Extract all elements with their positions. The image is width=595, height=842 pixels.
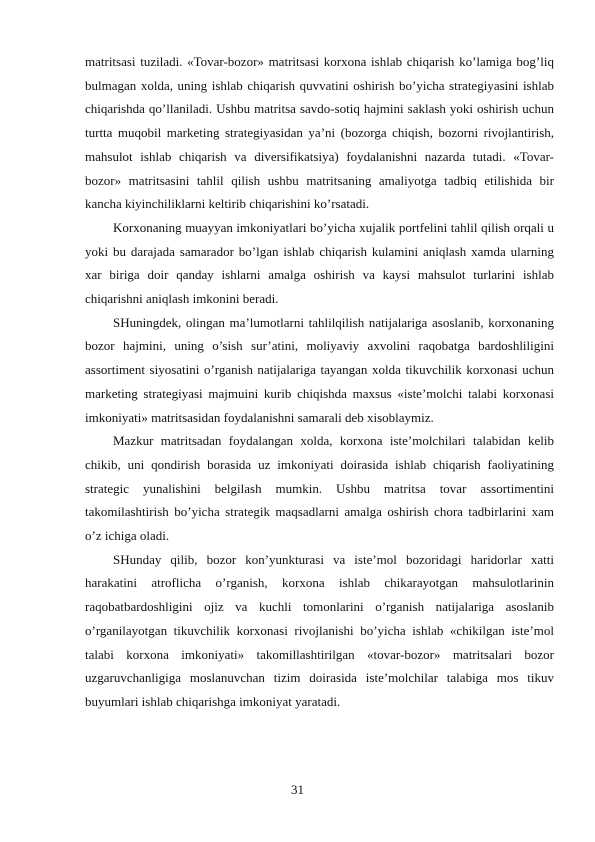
paragraph-5: SHunday qilib, bozor kon’yunkturasi va iste’mol bozoridagi haridorlar xatti harakatini atroflicha o’rganish, korxona ishlab chikarayotgan mahsulotlarinin raqobatbardoshligini ojiz va kuchli tomonlarini o’rganish natijalariga asoslanib o’rganilayotgan tikuvchilik korxonasi rivojlanishi bo’yicha ishlab «chikilgan iste’mol talabi korxona imkoniyati» takomillashtirilgan «tovar-bozor» matritsalari bozor uzgaruvchanligiga moslanuvchan tizim doirasida iste’molchilar talabiga mos tikuv buyumlari ishlab chiqarishga imkoniyat yaratadi. xyxy=(85,551,554,709)
paragraph-2: Korxonaning muayyan imkoniyatlari bo’yicha xujalik portfelini tahlil qilish orqali u yoki bu darajada samarador bo’lgan ishlab chiqarish kulamini aniqlash xamda ularning xar biriga doir qanday ishlarni amalga oshirish va kaysi mahsulot turlarini ishlab chiqarishni aniqlash imkonini beradi. xyxy=(85,219,554,307)
paragraph-3: SHuningdek, olingan ma’lumotlarni tahlilqilish natijalariga asoslanib, korxonaning bozor hajmini, uning o’sish sur’atini, moliyaviy axvolini raqobatga bardoshliligini assortiment siyosatini o’rganish natijalariga tayangan xolda tikuvchilik korxonasi uchun marketing strategiyasi majmuini kurib chiqishda maxsus «iste’molchi talabi korxonasi imkoniyati» matritsasidan foydalanishni samarali deb xisoblaymiz. xyxy=(85,314,554,425)
paragraph-4: Mazkur matritsadan foydalangan xolda, korxona iste’molchilari talabidan kelib chikib, uni qondirish borasida uz imkoniyati doirasida ishlab chiqarish faoliyatining strategic yunalishini belgilash mumkin. Ushbu matritsa tovar assortimentini takomilashtirish bo’yicha strategik maqsadlarni amalga oshirish chora tadbirlarini xam o’z ichiga oladi. xyxy=(85,433,554,544)
document-body xyxy=(85,50,554,714)
paragraph-1: matritsasi tuziladi. «Tovar-bozor» matritsasi korxona ishlab chiqarish ko’lamiga bog’liq bulmagan xolda, uning ishlab chiqarish quvvatini oshirish bo’yicha strategiyasini ishlab chiqarishda qo’llaniladi. Ushbu matritsa savdo-sotiq hajmini saklash yoki oshirish uchun turtta muqobil marketing strategiyasidan ya’ni (bozorga chiqish, bozorni rivojlantirish, mahsulot ishlab chiqarish va diversifikatsiya) foydalanishni nazarda tutadi. «Tovar-bozor» matritsasini tahlil qilish ushbu matritsaning amaliyotga tadbiq etilishida bir kancha kiyinchiliklarni keltirib chiqarishini ko’rsatadi. xyxy=(85,54,554,212)
page-number: 31 xyxy=(291,782,304,797)
